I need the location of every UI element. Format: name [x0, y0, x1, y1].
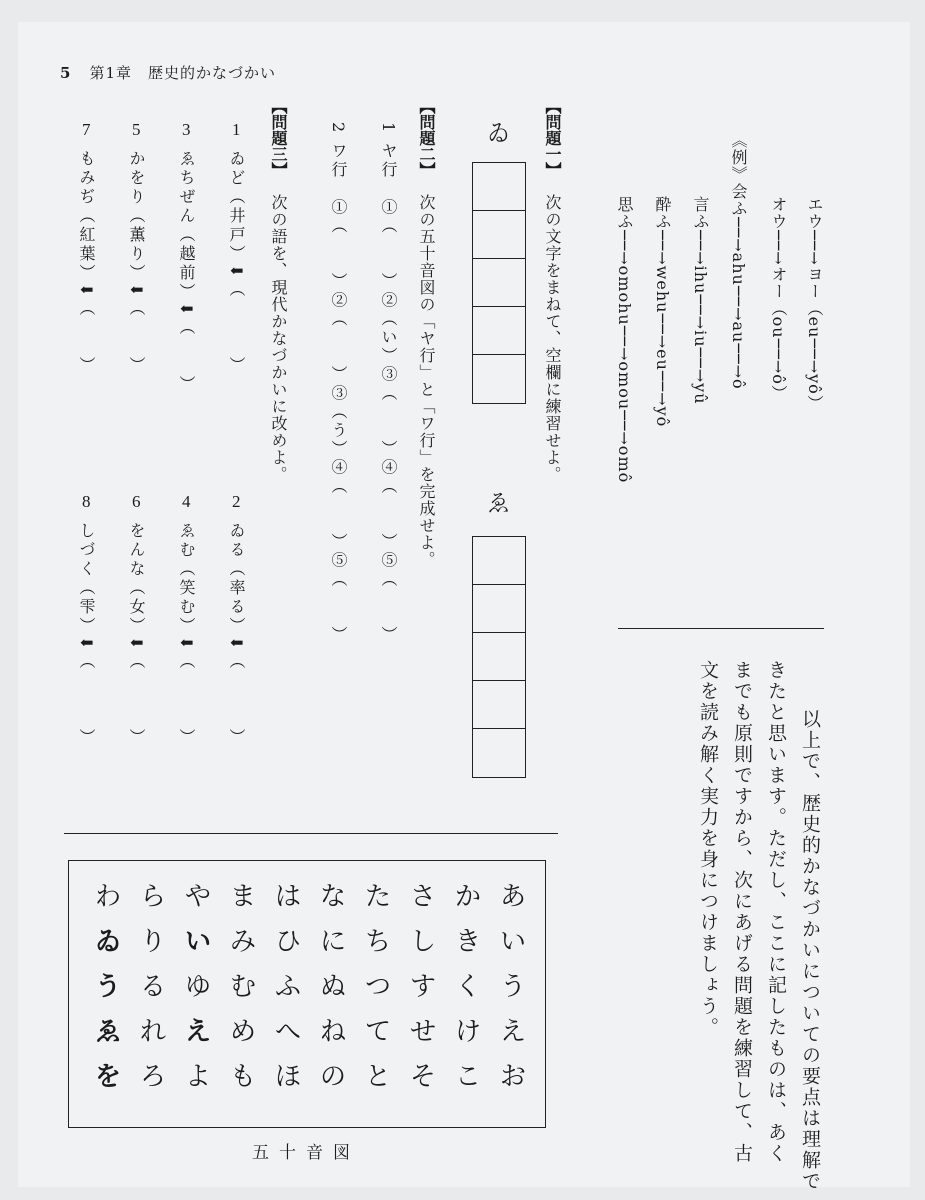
- gojuon-column-ra: ら り る れ ろ: [139, 882, 166, 1092]
- problem3-item-8: しづく（雫）⬇（ ）: [77, 522, 96, 748]
- problem3-item-3-number: 3: [182, 120, 191, 139]
- problem3-item-5: かをり（薫り）⬇（ ）: [127, 150, 146, 376]
- example-line-6: 思ふ──→omohu──→omou──→omô: [615, 196, 634, 484]
- problem2-title: 【問題二】: [417, 98, 436, 178]
- example-line-1: エウ──→ヨー（eu──→yô）: [805, 196, 824, 412]
- problem3-item-7: もみぢ（紅葉）⬇（ ）: [77, 150, 96, 376]
- gojuon-column-ha: は ひ ふ へ ほ: [274, 882, 301, 1092]
- gojuon-column-a: あ い う え お: [499, 882, 526, 1092]
- commentary-line-4: 文を読み解く実力を身につけましょう。: [697, 660, 719, 1038]
- problem3-item-6-number: 6: [132, 492, 141, 511]
- problem3-item-1: ゐど（井戸）⬇（ ）: [227, 150, 246, 376]
- problem3-instruction: 次の語を、現代かなづかいに改めよ。: [269, 194, 288, 483]
- model-char-wi: ゐ: [482, 120, 510, 144]
- gojuon-chart: [68, 860, 546, 1128]
- practice-grid-wi[interactable]: [472, 162, 526, 404]
- problem2-instruction: 次の五十音図の「ヤ行」と「ワ行」を完成せよ。: [417, 194, 436, 568]
- gojuon-column-ta: た ち つ て と: [364, 882, 391, 1092]
- gojuon-column-ya: や い ゆ え よ: [184, 882, 211, 1092]
- page-number: 5: [60, 64, 72, 82]
- gojuon-column-wa: わ ゐ う ゑ を: [94, 882, 121, 1092]
- divider-commentary: [618, 628, 824, 629]
- problem3-item-5-number: 5: [132, 120, 141, 139]
- page-header: [60, 62, 276, 83]
- gojuon-caption: 五十音図: [252, 1143, 360, 1163]
- problem1-instruction: 次の文字をまねて、空欄に練習せよ。: [543, 194, 562, 483]
- gojuon-column-na: な に ぬ ね の: [319, 882, 346, 1092]
- problem3-item-6: をんな（女）⬇（ ）: [127, 522, 146, 748]
- gojuon-column-ma: ま み む め も: [229, 882, 256, 1092]
- problem3-item-2-number: 2: [232, 492, 241, 511]
- commentary-line-2: きたと思います。ただし、ここに記したものは、あく: [765, 660, 787, 1164]
- commentary-line-1: 以上で、歴史的かなづかいについての要点は理解で: [799, 688, 821, 1192]
- problem3-item-4: ゑむ（笑む）⬇（ ）: [177, 522, 196, 748]
- problem3-item-8-number: 8: [82, 492, 91, 511]
- example-line-2: オウ──→オー（ou──→ô）: [769, 196, 788, 402]
- example-line-5: 酔ふ──→wehu──→eu──→yô: [653, 196, 672, 428]
- problem2-row-ya: 1 ヤ行 ①（ ）②（い）③（ ）④（ ）⑤（ ）: [379, 122, 398, 645]
- example-line-3: 《例》会ふ──→ahu──→au──→ô: [729, 132, 748, 390]
- problem3-item-2: ゐる（率る）⬇（ ）: [227, 522, 246, 748]
- problem3-item-4-number: 4: [182, 492, 191, 511]
- commentary-line-3: までも原則ですから、次にあげる問題を練習して、古: [731, 660, 753, 1164]
- problem1-title: 【問題一】: [543, 98, 562, 178]
- practice-grid-we[interactable]: [472, 536, 526, 778]
- chapter-title: 第1章 歴史的かなづかい: [89, 64, 276, 82]
- problem2-row-wa: 2 ワ行 ①（ ）②（ ）③（う）④（ ）⑤（ ）: [329, 122, 348, 645]
- problem3-item-7-number: 7: [82, 120, 91, 139]
- example-line-4: 言ふ──→ihu──→iu──→yû: [691, 196, 710, 405]
- model-char-we: ゑ: [482, 490, 510, 514]
- divider-chart: [64, 833, 558, 834]
- problem3-item-3: ゑちぜん（越前）⬇（ ）: [177, 150, 196, 395]
- problem3-title: 【問題三】: [269, 98, 288, 178]
- gojuon-column-ka: か き く け こ: [454, 882, 481, 1092]
- problem3-item-1-number: 1: [232, 120, 241, 139]
- gojuon-column-sa: さ し す せ そ: [409, 882, 436, 1092]
